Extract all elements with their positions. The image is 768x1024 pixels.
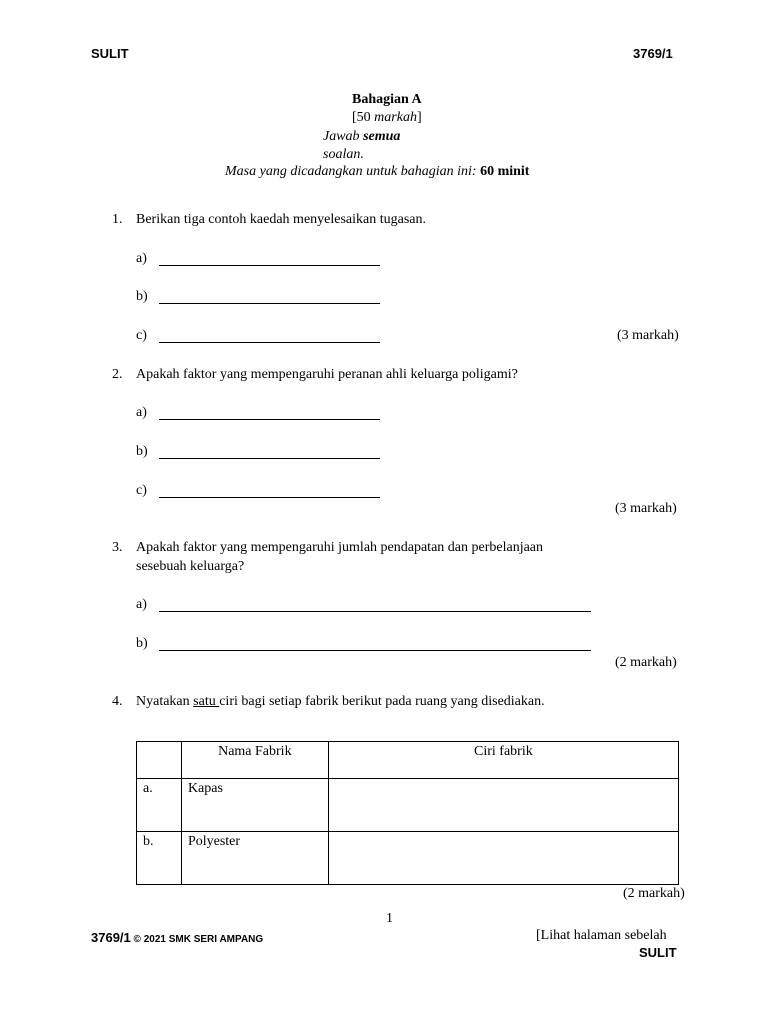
question-2-number: 2. <box>112 367 123 382</box>
question-3-answer-line-a[interactable] <box>159 611 591 612</box>
table-header-blank <box>137 742 182 779</box>
question-1-text: Berikan tiga contoh kaedah menyelesaikan tugasan. <box>136 212 427 227</box>
question-1-answer-line-b[interactable] <box>159 303 380 304</box>
section-marks: [50 markah] <box>352 110 422 125</box>
question-3-text-line-1: Apakah faktor yang mempengaruhi jumlah pendapatan dan perbelanjaan <box>136 540 544 555</box>
section-time: Masa yang dicadangkan untuk bahagian ini: 60 minit <box>225 164 530 179</box>
table-row-label: b. <box>137 832 182 885</box>
question-3-label-a: a) <box>136 597 147 612</box>
question-1-answer-line-a[interactable] <box>159 265 380 266</box>
page-number: 1 <box>386 911 393 926</box>
footer-code-copyright: 3769/1 © 2021 SMK SERI AMPANG <box>91 930 264 945</box>
question-2-answer-line-c[interactable] <box>159 497 380 498</box>
question-2-answer-line-b[interactable] <box>159 458 380 459</box>
fabric-table <box>136 741 679 885</box>
question-1-answer-line-c[interactable] <box>159 342 380 343</box>
header-sulit: SULIT <box>91 46 129 61</box>
question-3-label-b: b) <box>136 636 148 651</box>
question-4-text: Nyatakan satu ciri bagi setiap fabrik berikut pada ruang yang disediakan. <box>136 694 545 709</box>
question-2-marks: (3 markah) <box>615 501 677 516</box>
header-code: 3769/1 <box>633 46 673 61</box>
table-row-ciri-answer[interactable] <box>328 832 678 885</box>
question-1-label-c: c) <box>136 328 147 343</box>
question-2-answer-line-a[interactable] <box>159 419 380 420</box>
table-header-row <box>137 742 679 779</box>
section-title: Bahagian A <box>352 92 422 107</box>
question-3-number: 3. <box>112 540 123 555</box>
table-row <box>137 832 679 885</box>
question-2-label-a: a) <box>136 405 147 420</box>
table-row-fabric-name: Kapas <box>181 779 328 832</box>
table-row-label: a. <box>137 779 182 832</box>
table-header-ciri-fabrik: Ciri fabrik <box>328 742 678 779</box>
question-4-marks: (2 markah) <box>623 886 685 901</box>
question-4-number: 4. <box>112 694 123 709</box>
question-1-number: 1. <box>112 212 123 227</box>
question-2-text: Apakah faktor yang mempengaruhi peranan ahli keluarga poligami? <box>136 367 518 382</box>
question-1-label-b: b) <box>136 289 148 304</box>
table-row-fabric-name: Polyester <box>181 832 328 885</box>
question-1-marks: (3 markah) <box>617 328 679 343</box>
question-3-text-line-2: sesebuah keluarga? <box>136 559 245 574</box>
footer-next-page: [Lihat halaman sebelah <box>536 928 667 943</box>
question-3-answer-line-b[interactable] <box>159 650 591 651</box>
question-1-label-a: a) <box>136 251 147 266</box>
table-row <box>137 779 679 832</box>
section-answer-instruction: Jawab semua <box>323 129 401 144</box>
footer-sulit: SULIT <box>639 945 677 960</box>
question-2-label-b: b) <box>136 444 148 459</box>
question-3-marks: (2 markah) <box>615 655 677 670</box>
question-2-label-c: c) <box>136 483 147 498</box>
table-header-nama-fabrik: Nama Fabrik <box>181 742 328 779</box>
section-answer-suffix: soalan. <box>323 147 364 162</box>
table-row-ciri-answer[interactable] <box>328 779 678 832</box>
